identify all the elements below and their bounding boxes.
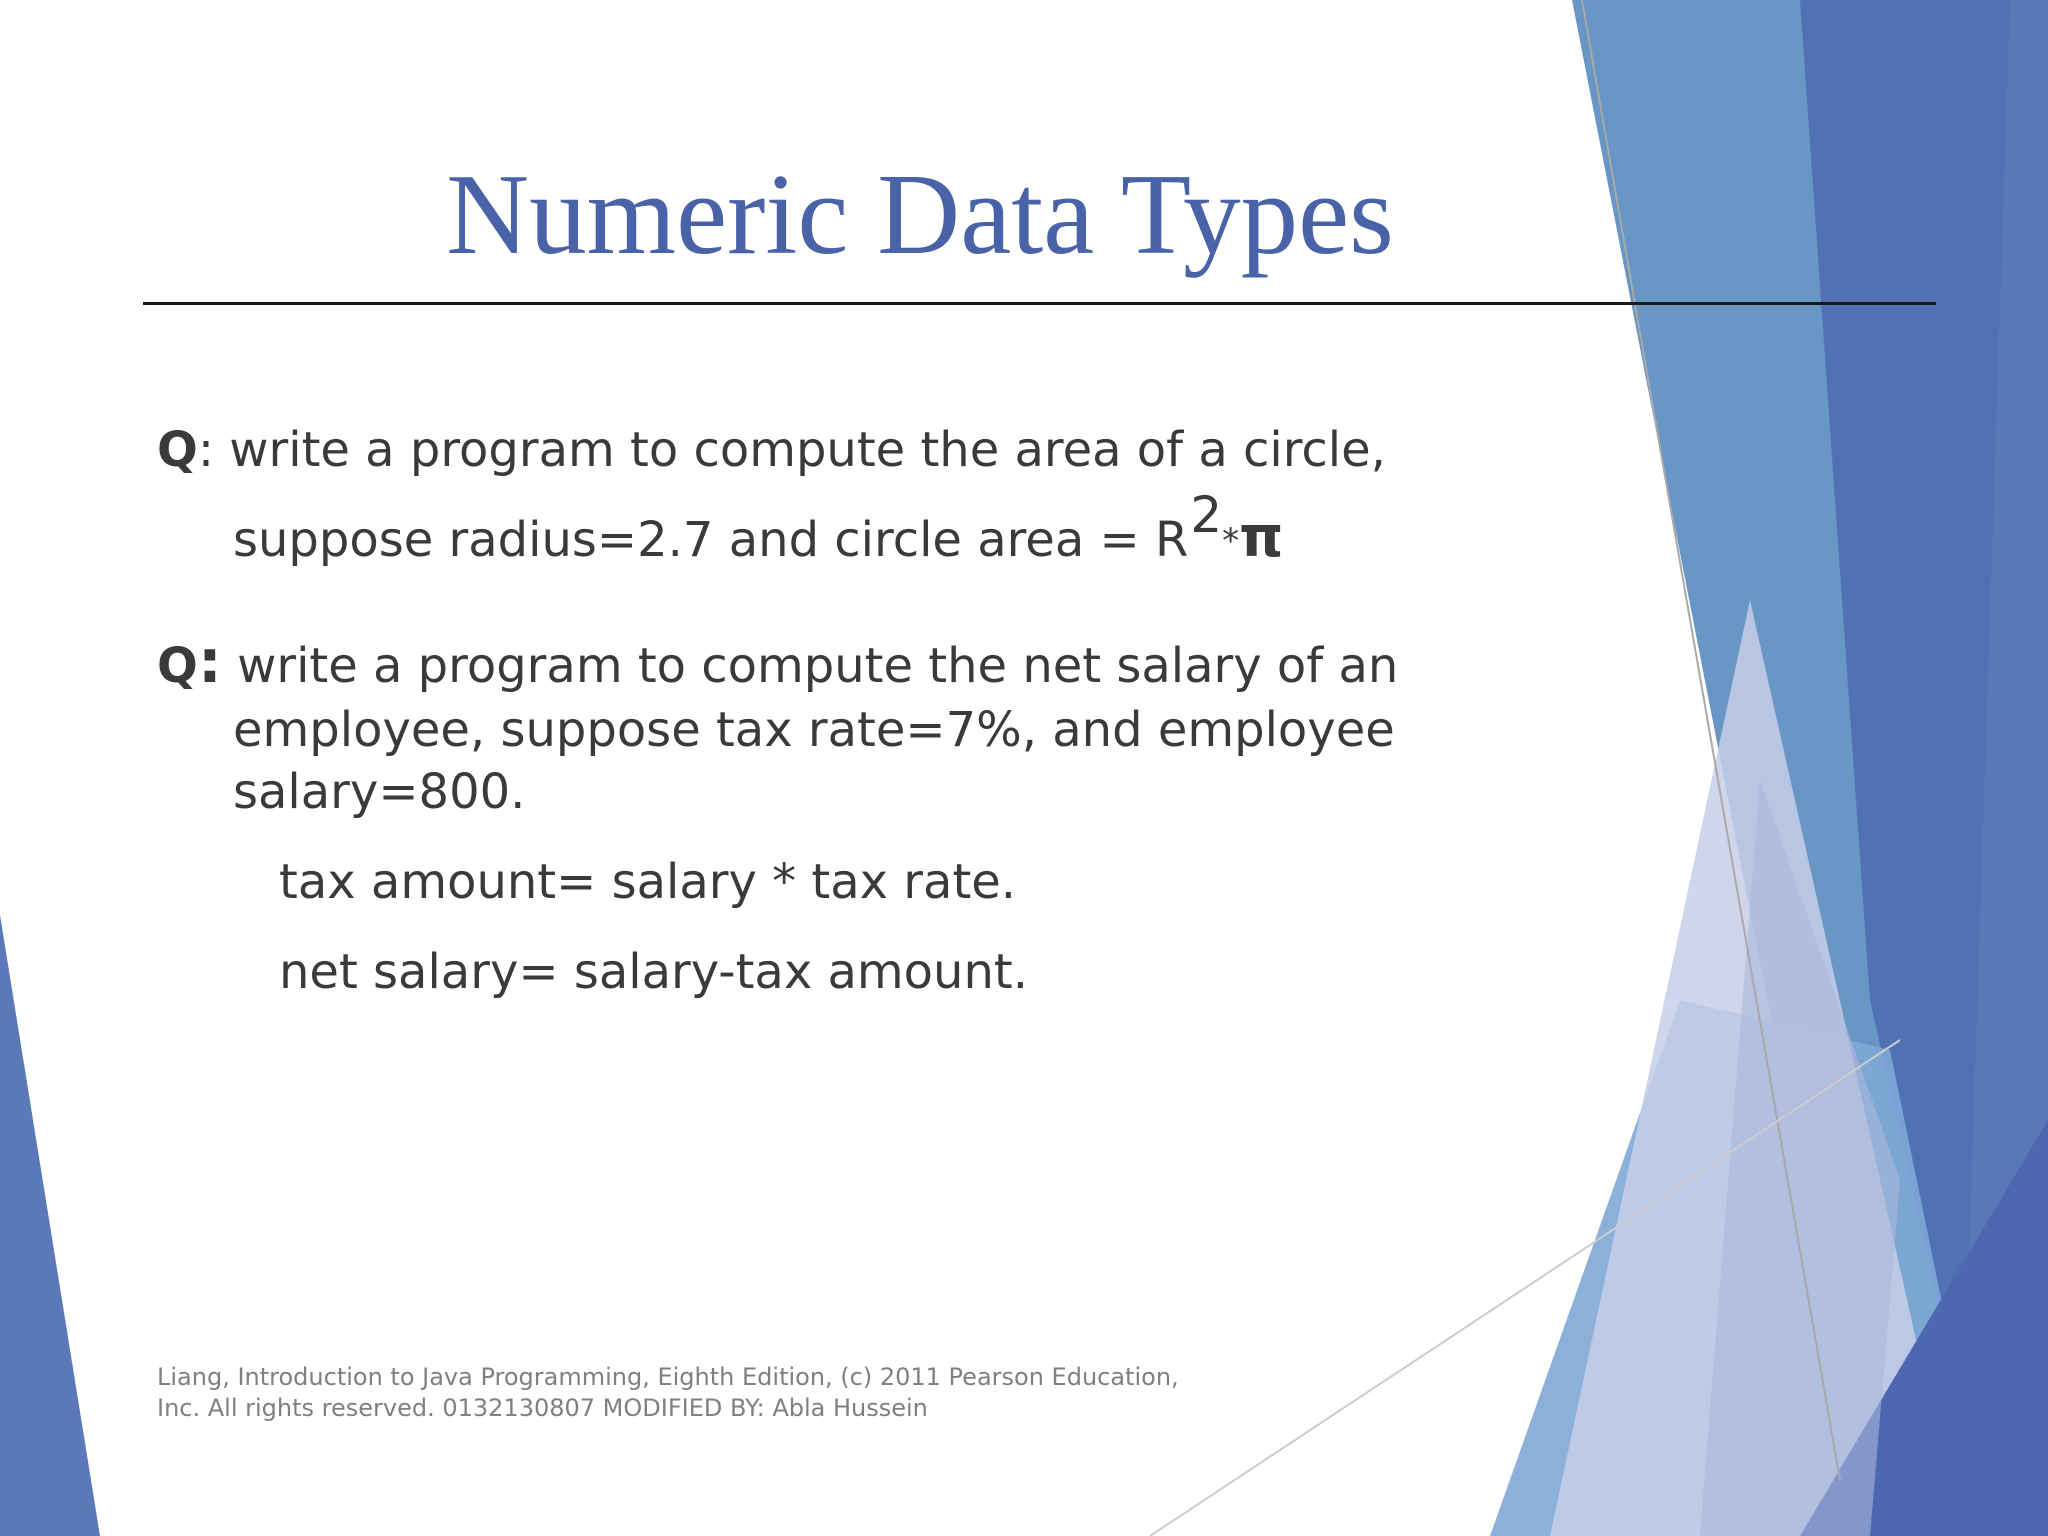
formula-radius: R — [1154, 512, 1189, 568]
question-2-text: write a program to compute the net salary of an — [221, 638, 1399, 694]
slide-title: Numeric Data Types — [446, 151, 1394, 278]
question-2-line-3: salary=800. — [233, 764, 526, 820]
question-1-line-2 — [233, 486, 1284, 575]
question-2-colon: : — [197, 627, 222, 697]
tax-amount-formula: tax amount= salary * tax rate. — [279, 854, 1017, 910]
question-1-text: : write a program to compute the area of a circle, — [197, 422, 1386, 478]
slide-footer — [157, 1362, 1179, 1424]
formula-exponent: 2 — [1190, 486, 1223, 544]
question-1-line-1 — [157, 420, 1386, 480]
question-2-line-1 — [157, 627, 1399, 697]
footer-line-1: Liang, Introduction to Java Programming, Eighth Edition, (c) 2011 Pearson Education, — [157, 1363, 1179, 1391]
formula-pi: π — [1239, 505, 1284, 570]
left-accent-shape — [0, 915, 100, 1536]
question-2-label: Q — [157, 638, 198, 694]
formula-multiply: * — [1222, 521, 1240, 561]
net-salary-formula: net salary= salary-tax amount. — [279, 944, 1028, 1000]
question-2-line-2: employee, suppose tax rate=7%, and employee — [233, 702, 1395, 758]
question-1-line-2-text: suppose radius=2.7 and circle area = — [233, 512, 1155, 568]
title-divider — [143, 302, 1936, 305]
question-1-label: Q — [157, 422, 198, 478]
footer-line-2: Inc. All rights reserved. 0132130807 MODIFIED BY: Abla Hussein — [157, 1394, 928, 1422]
